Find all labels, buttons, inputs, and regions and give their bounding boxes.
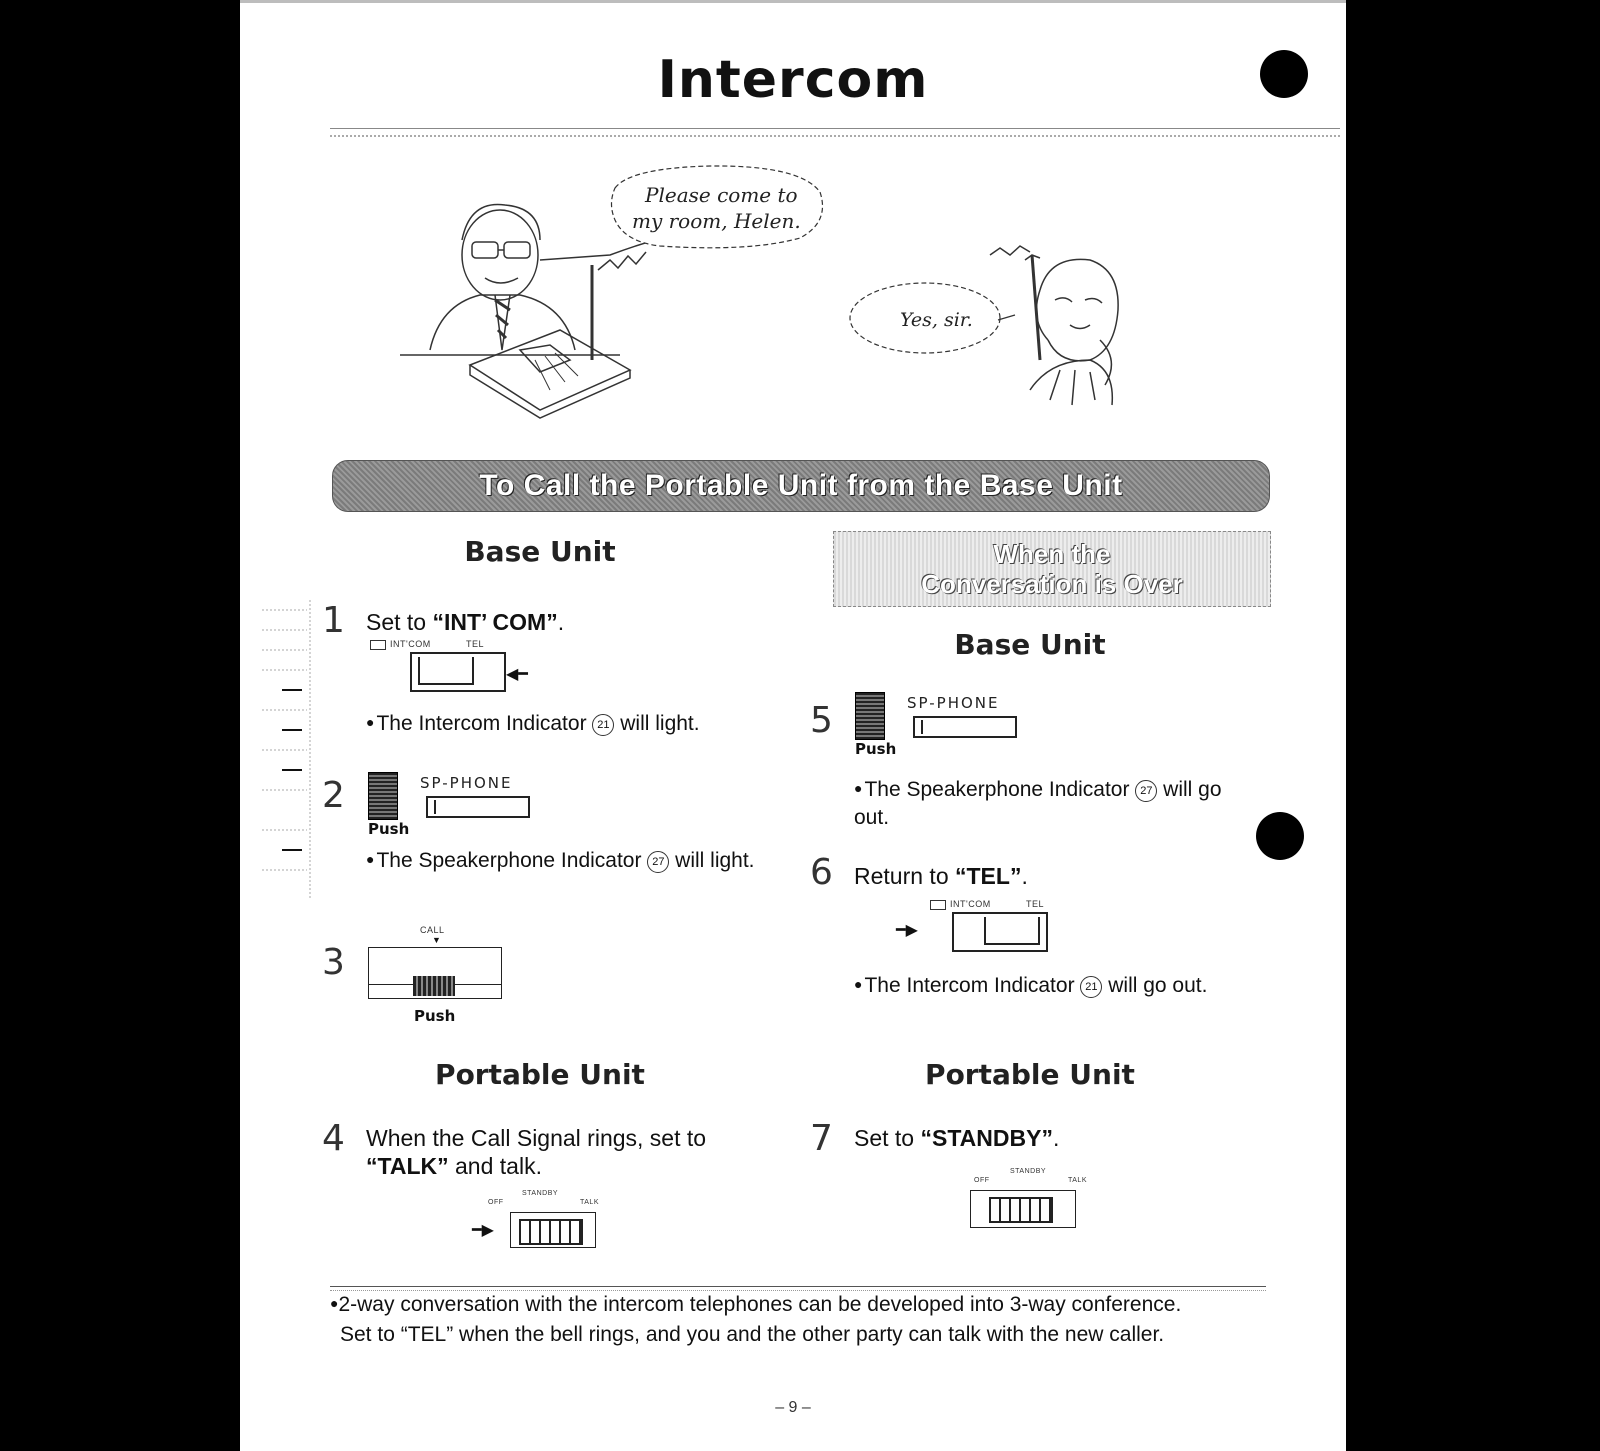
footer-notes	[330, 1290, 1290, 1352]
step4-talk-switch	[472, 1190, 632, 1260]
step4-text: When the Call Signal rings, set to “TALK” and talk.	[366, 1125, 707, 1179]
step6-text: Return to “TEL”.	[854, 863, 1028, 889]
speech-left-line2: my room, Helen.	[632, 209, 801, 233]
switch-label-standby: STANDBY	[1010, 1168, 1047, 1175]
indicator-lamp-icon	[370, 640, 386, 650]
arrow-right-icon: ━▶	[472, 1222, 494, 1239]
step5-note: ●The Speakerphone Indicator 27 will go out.	[854, 778, 1222, 829]
slide-switch-knob	[984, 917, 1040, 945]
slide-switch-knob	[418, 657, 474, 685]
switch-label-tel: TEL	[466, 639, 485, 649]
manual-page	[240, 0, 1346, 1451]
left-base-unit-heading: Base Unit	[464, 535, 616, 568]
speech-left-line1: Please come to	[645, 183, 798, 207]
step6-number: 6	[810, 852, 833, 893]
step2-sp-phone-button	[368, 770, 568, 838]
step3-number: 3	[322, 942, 345, 983]
margin-dot-top	[1260, 50, 1308, 98]
sp-phone-label: SP-PHONE	[907, 694, 1000, 712]
arrow-left-icon: ◀━	[506, 666, 528, 683]
step1-note: ●The Intercom Indicator 21 will light.	[366, 712, 700, 735]
slide-switch-body	[410, 652, 506, 692]
hand-press-icon	[855, 692, 885, 740]
call-key-frame	[368, 947, 502, 999]
push-label: Push	[414, 1007, 456, 1025]
section-banner: To Call the Portable Unit from the Base Unit	[332, 460, 1270, 512]
switch-label-standby: STANDBY	[522, 1190, 559, 1197]
right-base-unit-heading: Base Unit	[954, 628, 1106, 661]
footer-note-1: ●2-way conversation with the intercom telephones can be developed into 3-way conference.	[330, 1293, 1182, 1316]
switch-label-off: OFF	[488, 1199, 504, 1206]
finger-press-icon	[413, 976, 455, 996]
page-title: Intercom	[657, 50, 929, 110]
slide-switch-knob	[519, 1219, 583, 1245]
step7-number: 7	[810, 1118, 833, 1159]
step1-intcom-switch	[370, 640, 550, 700]
right-portable-unit-heading: Portable Unit	[925, 1058, 1135, 1091]
page-number: – 9 –	[775, 1399, 811, 1416]
when-conversation-over-box: When the Conversation is Over	[833, 531, 1271, 607]
arrow-right-icon: ━▶	[896, 922, 918, 939]
step7-standby-switch	[968, 1168, 1108, 1238]
top-border	[240, 0, 1346, 3]
switch-label-talk: TALK	[1068, 1177, 1087, 1184]
indicator-lamp-icon	[930, 900, 946, 910]
step5-sp-phone-button	[855, 690, 1055, 758]
step7-text: Set to “STANDBY”.	[854, 1125, 1060, 1151]
step2-note: ●The Speakerphone Indicator 27 will light.	[366, 849, 755, 872]
step5-number: 5	[810, 700, 833, 741]
margin-index-marks	[252, 600, 312, 900]
left-portable-unit-heading: Portable Unit	[435, 1058, 645, 1091]
sp-phone-key	[913, 716, 1017, 738]
hand-press-icon	[368, 772, 398, 820]
switch-label-talk: TALK	[580, 1199, 599, 1206]
sp-phone-key	[426, 796, 530, 818]
push-label: Push	[368, 820, 410, 838]
switch-label-off: OFF	[974, 1177, 990, 1184]
arrow-down-icon: ▼	[432, 935, 441, 945]
step1-number: 1	[322, 600, 345, 641]
slide-switch-body	[952, 912, 1048, 952]
footer-note-2: Set to “TEL” when the bell rings, and you and the other party can talk with the new caller.	[340, 1323, 1165, 1346]
step2-number: 2	[322, 775, 345, 816]
sp-phone-label: SP-PHONE	[420, 774, 513, 792]
slide-switch-body	[970, 1190, 1076, 1228]
title-rule	[330, 128, 1340, 137]
step6-intcom-switch	[896, 899, 1110, 960]
slide-switch-body	[510, 1212, 596, 1248]
step3-call-button	[368, 925, 518, 1025]
step4-number: 4	[322, 1118, 345, 1159]
slide-switch-knob	[989, 1197, 1053, 1223]
margin-dot-middle	[1256, 812, 1304, 860]
call-label: CALL	[420, 925, 445, 935]
speech-right: Yes, sir.	[900, 309, 973, 331]
intercom-illustration	[400, 160, 1200, 430]
step1-text: Set to “INT’ COM”.	[366, 609, 565, 635]
switch-label-intcom: INT'COM	[950, 899, 991, 909]
step6-note: ●The Intercom Indicator 21 will go out.	[854, 974, 1208, 997]
switch-label-intcom: INT'COM	[390, 639, 431, 649]
push-label: Push	[855, 740, 897, 758]
switch-label-tel: TEL	[1026, 899, 1045, 909]
